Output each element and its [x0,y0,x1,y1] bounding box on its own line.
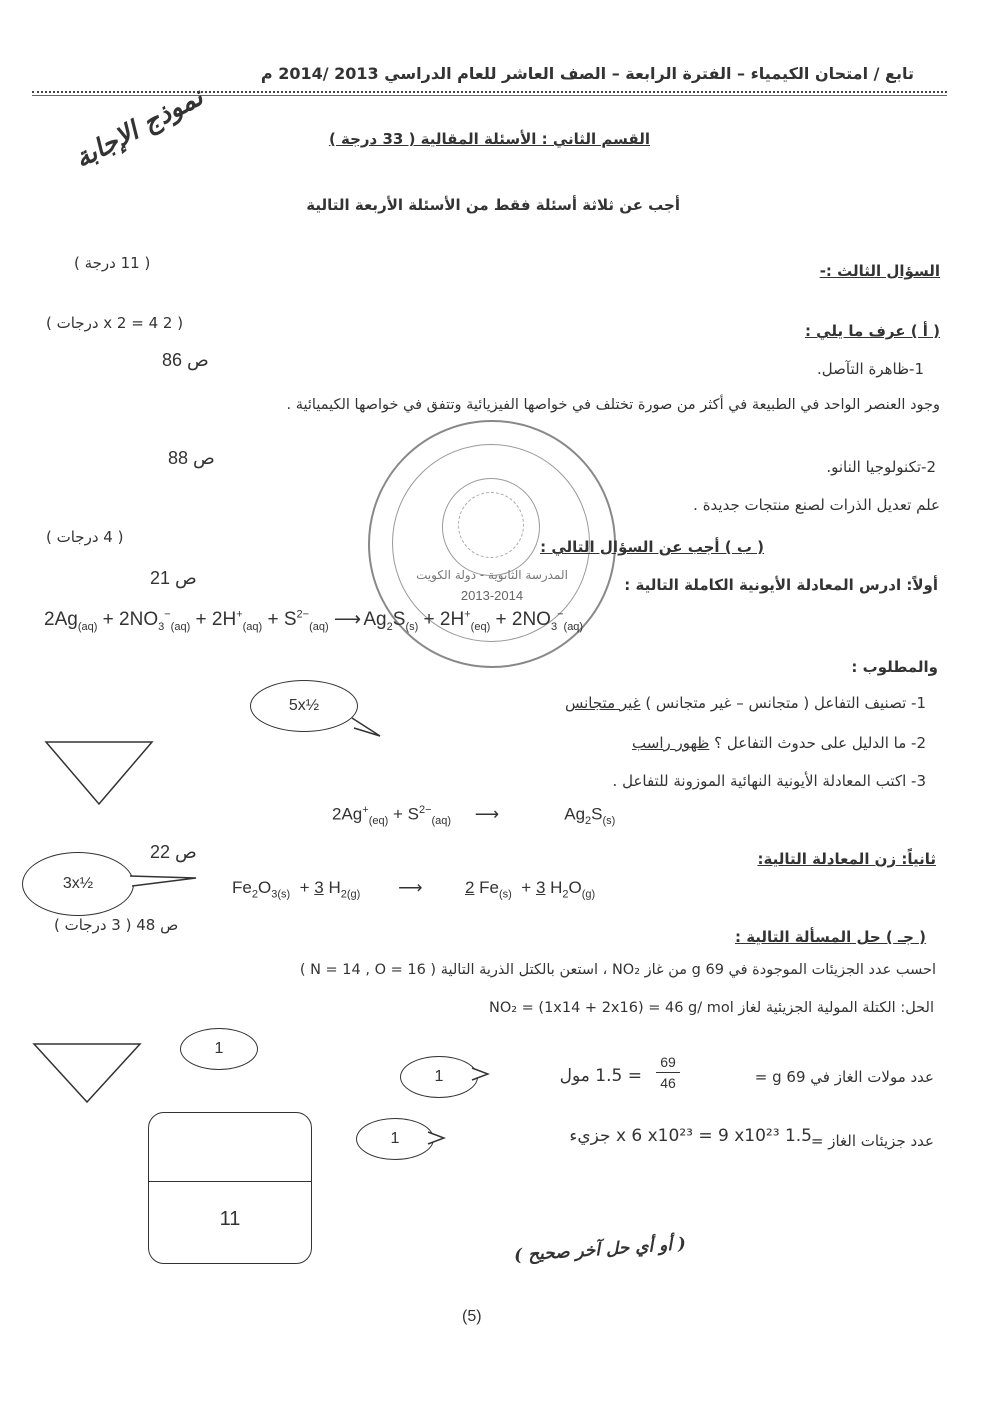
solution-label: الحل: [900,1000,934,1016]
definition-2-page-ref: ص 88 [168,448,215,468]
complete-ionic-equation: $2Ag_{(aq)} + 2NO_3^-_{(aq)} + 2H^+_{(aq)} + S^{2-}_{(aq)}$ ⟶ $Ag_2S_{(s)} + 2H^+_{(eq)} + 2NO_3^-_{(aq)}$ [44,608,584,633]
moles-label: عدد مولات الغاز في 69 g = [754,1068,934,1086]
requirement-1: 1- تصنيف التفاعل ( متجانس – غير متجانس ) غير متجانس [565,694,926,712]
definition-1-title: 1-ظاهرة التآصل. [817,360,924,378]
score-bubble-1a: 1 [180,1028,258,1070]
requirement-2-answer: ظهور راسب [632,734,710,752]
requirement-2: 2- ما الدليل على حدوث التفاعل ؟ ظهور راسب [632,734,926,752]
answer-triangle-2 [32,1042,142,1104]
part-b-second-page-ref: ص 22 [150,842,197,862]
question-title: السؤال الثالث :- [819,262,940,280]
stamp-year: 2013-2014 [460,588,524,603]
bubble-tail-1b [470,1064,490,1084]
header-divider-dotted [32,91,947,93]
score-bubble-1c: 1 [356,1118,434,1160]
balanced-equation: $Fe_2O_{3(s)} + 3$ $H_{2(g)}$ ⟶ 2 $Fe_{(s)} + 3$ $H_2O_{(g)}$ [232,878,596,901]
fraction-numerator: 69 [660,1054,676,1070]
definition-1-answer: وجود العنصر الواحد في الطبيعة في أكثر من صورة تختلف في خواصها الفيزيائية وتتفق في خواصها الكيميائية . [286,397,940,413]
score-bubble-1b: 1 [400,1056,478,1098]
score-bubble-second: 3x½ [22,852,134,916]
part-b-first-page-ref: ص 21 [150,568,197,588]
part-b-title: ( ب ) أجب عن السؤال التالي : [540,538,764,556]
required-label: والمطلوب : [851,658,938,676]
score-bubble-first: 5x½ [250,680,358,732]
question-marks: ( 11 درجة ) [74,254,151,272]
part-b-second-title: ثانياً: زن المعادلة التالية: [757,850,936,868]
molecules-calculation: 1.5 x 6 x10²³ = 9 x10²³ جزيء [569,1126,812,1146]
molar-mass-calculation: الكتلة المولية الجزيئية لغاز NO₂ = (1x14 + 2x16) = 46 g/ mol [488,1000,896,1016]
page-number: (5) [462,1308,482,1325]
answer-key-label: نموذج الإجابة [70,82,209,175]
bubble-tail-first [350,714,384,740]
part-b-first-title: أولاً: ادرس المعادلة الأيونية الكاملة التالية : [624,576,938,594]
alternative-solution-note: ( أو أي حل آخر صحيح ) [513,1234,687,1266]
part-c-solution [489,1000,934,1016]
definition-2-title: 2-تكنولوجيا النانو. [826,458,936,476]
part-a-marks: ( 2 x 2 = 4 درجات ) [46,314,184,332]
stamp-text: المدرسة الثانوية - دولة الكويت [416,568,568,582]
fraction [656,1054,680,1091]
exam-header-title: تابع / امتحان الكيمياء – الفترة الرابعة – الصف العاشر للعام الدراسي 2013 /2014 م [260,64,914,83]
part-c-title: ( جـ ) حل المسألة التالية : [734,928,926,946]
definition-1-page-ref: ص 86 [162,350,209,370]
fraction-denominator: 46 [660,1075,676,1091]
total-score: 11 [219,1208,241,1230]
requirement-1-answer: غير متجانس [565,694,641,712]
bubble-tail-1c [426,1128,446,1148]
part-a-title: ( أ ) عرف ما يلي : [804,322,940,340]
part-b-marks: ( 4 درجات ) [46,528,124,546]
part-c-marks: ص 48 ( 3 درجات ) [54,916,179,934]
molecules-label: عدد جزيئات الغاز = [810,1132,934,1150]
definition-2-answer: علم تعديل الذرات لصنع منتجات جديدة . [693,496,940,514]
section-title: القسم الثاني : الأسئلة المقالية ( 33 درجة ) [328,130,650,148]
bubble-tail-second [128,868,198,890]
total-score-box [148,1112,312,1264]
net-ionic-equation: $2Ag^+_{(eq)} + S^{2-}_{(aq)}$ ⟶ $Ag_2S_{(s)}$ [332,804,616,828]
part-c-problem: احسب عدد الجزيئات الموجودة في 69 g من غاز NO₂ ، استعن بالكتل الذرية التالية ( N = 14 , O = 16 ) [299,962,936,978]
section-instruction: أجب عن ثلاثة أسئلة فقط من الأسئلة الأربعة التالية [306,196,680,214]
answer-triangle-1 [44,740,154,806]
requirement-3: 3- اكتب المعادلة الأيونية النهائية الموزونة للتفاعل . [612,772,926,790]
moles-result: = 1.5 مول [559,1066,642,1086]
